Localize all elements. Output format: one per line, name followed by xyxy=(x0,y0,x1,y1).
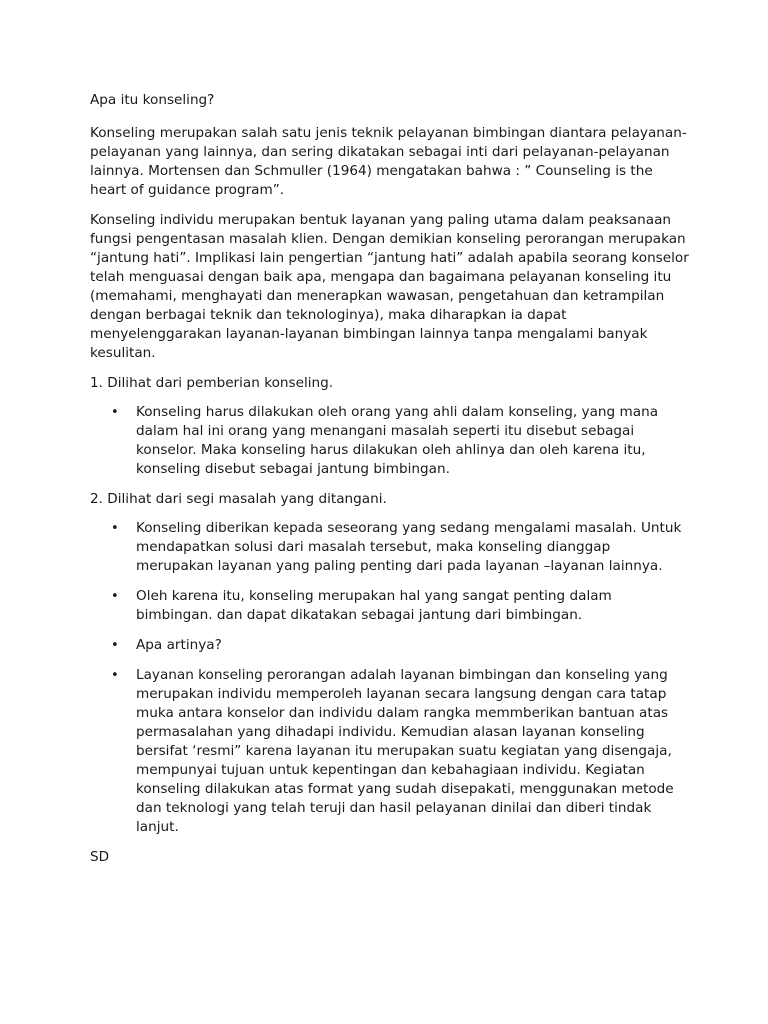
section-1-title: 1. Dilihat dari pemberian konseling. xyxy=(90,375,334,391)
list-item-text: Apa artinya? xyxy=(136,637,222,653)
section-2-list xyxy=(90,519,690,837)
list-item xyxy=(90,587,690,625)
intro-paragraph-1: Konseling merupakan salah satu jenis teknik pelayanan bimbingan diantara pelayanan-pelayanan yang lainnya, dan sering dikatakan sebagai inti dari pelayanan-pelayanan lainnya. Mortensen dan Schmuller (1964) mengatakan bahwa : ” Counseling is the heart of guidance program”. xyxy=(90,125,687,198)
bullet-icon: • xyxy=(111,638,119,653)
list-item xyxy=(90,519,690,576)
document-heading: Apa itu konseling? xyxy=(90,92,215,108)
bullet-icon: • xyxy=(111,405,119,420)
bullet-icon: • xyxy=(111,668,119,683)
list-item-text: Konseling harus dilakukan oleh orang yang ahli dalam konseling, yang mana dalam hal ini orang yang menangani masalah seperti itu disebut sebagai konselor. Maka konseling harus dilakukan oleh ahlinya dan oleh karena itu, konseling disebut sebagai jantung bimbingan. xyxy=(136,404,659,477)
bullet-icon: • xyxy=(111,589,119,604)
closing-text: SD xyxy=(90,849,110,865)
list-item xyxy=(90,666,690,837)
list-item xyxy=(90,403,690,479)
list-item-text: Oleh karena itu, konseling merupakan hal yang sangat penting dalam bimbingan. dan dapat dikatakan sebagai jantung dari bimbingan. xyxy=(136,588,612,623)
document-body xyxy=(90,91,690,867)
intro-paragraph-2: Konseling individu merupakan bentuk layanan yang paling utama dalam peaksanaan fungsi pengentasan masalah klien. Dengan demikian konseling perorangan merupakan “jantung hati”. Implikasi lain pengertian “jantung hati” adalah apabila seorang konselor telah menguasai dengan baik apa, mengapa dan bagaimana pelayanan konseling itu (memahami, menghayati dan menerapkan wawasan, pengetahuan dan ketrampilan dengan berbagai teknik dan teknologinya), maka diharapkan ia dapat menyelenggarakan layanan-layanan bimbingan lainnya tanpa mengalami banyak kesulitan. xyxy=(90,212,689,361)
list-item-text: Layanan konseling perorangan adalah layanan bimbingan dan konseling yang merupakan individu memperoleh layanan secara langsung dengan cara tatap muka antara konselor dan individu dalam rangka memmberikan bantuan atas permasalahan yang dihadapi individu. Kemudian alasan layanan konseling bersifat ‘resmi” karena layanan itu merupakan suatu kegiatan yang disengaja, mempunyai tujuan untuk kepentingan dan kebahagiaan individu. Kegiatan konseling dilakukan atas format yang sudah disepakati, menggunakan metode dan teknologi yang telah teruji dan hasil pelayanan dinilai dan diberi tindak lanjut. xyxy=(136,667,674,835)
section-1-list xyxy=(90,403,690,479)
list-item xyxy=(90,636,690,655)
section-2-title: 2. Dilihat dari segi masalah yang ditangani. xyxy=(90,491,387,507)
bullet-icon: • xyxy=(111,521,119,536)
list-item-text: Konseling diberikan kepada seseorang yang sedang mengalami masalah. Untuk mendapatkan solusi dari masalah tersebut, maka konseling dianggap merupakan layanan yang paling penting dari pada layanan –layanan lainnya. xyxy=(136,520,682,574)
